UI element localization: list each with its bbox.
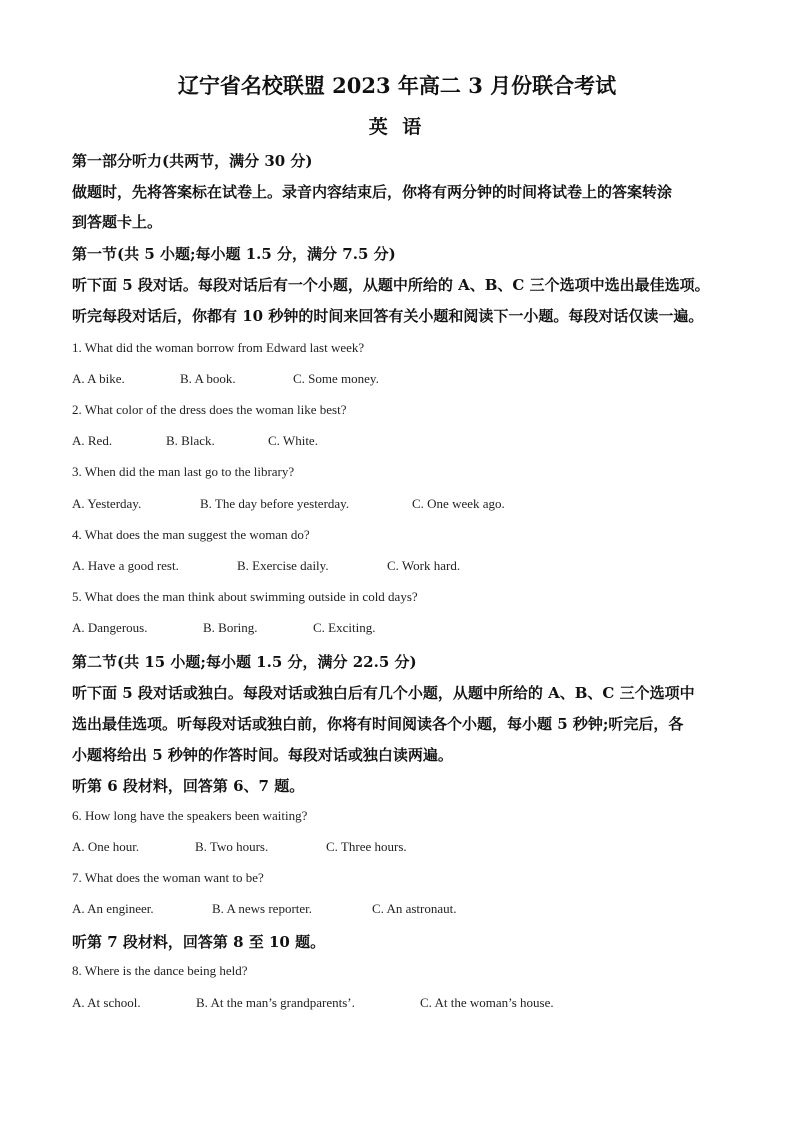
question-1-option-b: B. A book. — [180, 371, 236, 386]
question-2-option-c: C. White. — [268, 433, 318, 448]
question-5-option-c: C. Exciting. — [313, 620, 376, 635]
question-4-option-a: A. Have a good rest. — [72, 558, 179, 573]
question-3-option-a: A. Yesterday. — [72, 496, 142, 511]
section1-heading: 第一节(共 5 小题;每小题 1.5 分，满分 7.5 分) — [72, 245, 396, 263]
section1-instruction-line1: 听下面 5 段对话。每段对话后有一个小题，从题中所给的 A、B、C 三个选项中选出最佳选项。 — [72, 276, 710, 294]
question-6-option-c: C. Three hours. — [326, 839, 407, 854]
section2-heading: 第二节(共 15 小题;每小题 1.5 分，满分 22.5 分) — [72, 653, 417, 671]
question-1-option-a: A. A bike. — [72, 371, 125, 386]
question-8: 8. Where is the dance being held? — [72, 963, 248, 978]
question-5-option-b: B. Boring. — [203, 620, 258, 635]
question-4-option-c: C. Work hard. — [387, 558, 461, 573]
material-6-heading: 听第 6 段材料，回答第 6、7 题。 — [72, 777, 305, 795]
question-4-option-b: B. Exercise daily. — [237, 558, 329, 573]
section2-instruction-line1: 听下面 5 段对话或独白。每段对话或独白后有几个小题，从题中所给的 A、B、C 三个选项中 — [72, 684, 695, 702]
section1-instruction-line2: 听完每段对话后，你都有 10 秒钟的时间来回答有关小题和阅读下一小题。每段对话仅读一遍。 — [72, 307, 704, 325]
question-6-option-a: A. One hour. — [72, 839, 140, 854]
question-1: 1. What did the woman borrow from Edward last week? — [72, 340, 365, 355]
question-6: 6. How long have the speakers been waiting? — [72, 808, 308, 823]
part1-heading: 第一部分听力(共两节，满分 30 分) — [72, 152, 313, 170]
question-7-option-b: B. A news reporter. — [212, 901, 313, 916]
part1-instruction-line1: 做题时，先将答案标在试卷上。录音内容结束后，你将有两分钟的时间将试卷上的答案转涂 — [72, 183, 673, 201]
question-7: 7. What does the woman want to be? — [72, 870, 264, 885]
page-title: 辽宁省名校联盟 2023 年高二 3 月份联合考试 — [177, 73, 617, 98]
question-3: 3. When did the man last go to the library? — [72, 464, 295, 479]
question-3-option-c: C. One week ago. — [412, 496, 505, 511]
material-7-heading: 听第 7 段材料，回答第 8 至 10 题。 — [72, 933, 326, 951]
question-3-option-b: B. The day before yesterday. — [200, 496, 350, 511]
question-2-option-b: B. Black. — [166, 433, 215, 448]
section2-instruction-line3: 小题将给出 5 秒钟的作答时间。每段对话或独白读两遍。 — [72, 746, 453, 764]
question-7-option-c: C. An astronaut. — [372, 901, 457, 916]
question-2: 2. What color of the dress does the woman like best? — [72, 402, 347, 417]
question-5-option-a: A. Dangerous. — [72, 620, 148, 635]
question-2-option-a: A. Red. — [72, 433, 113, 448]
question-6-option-b: B. Two hours. — [195, 839, 269, 854]
question-7-option-a: A. An engineer. — [72, 901, 154, 916]
question-1-option-c: C. Some money. — [293, 371, 379, 386]
section2-instruction-line2: 选出最佳选项。听每段对话或独白前，你将有时间阅读各个小题，每小题 5 秒钟;听完后，各 — [72, 715, 684, 733]
question-4: 4. What does the man suggest the woman do? — [72, 527, 310, 542]
question-8-option-a: A. At school. — [72, 995, 141, 1010]
part1-instruction-line2: 到答题卡上。 — [72, 213, 163, 231]
question-5: 5. What does the man think about swimming outside in cold days? — [72, 589, 418, 604]
question-8-option-c: C. At the woman’s house. — [420, 995, 554, 1010]
subject-title: 英 语 — [368, 116, 426, 138]
question-8-option-b: B. At the man’s grandparents’. — [196, 995, 355, 1010]
